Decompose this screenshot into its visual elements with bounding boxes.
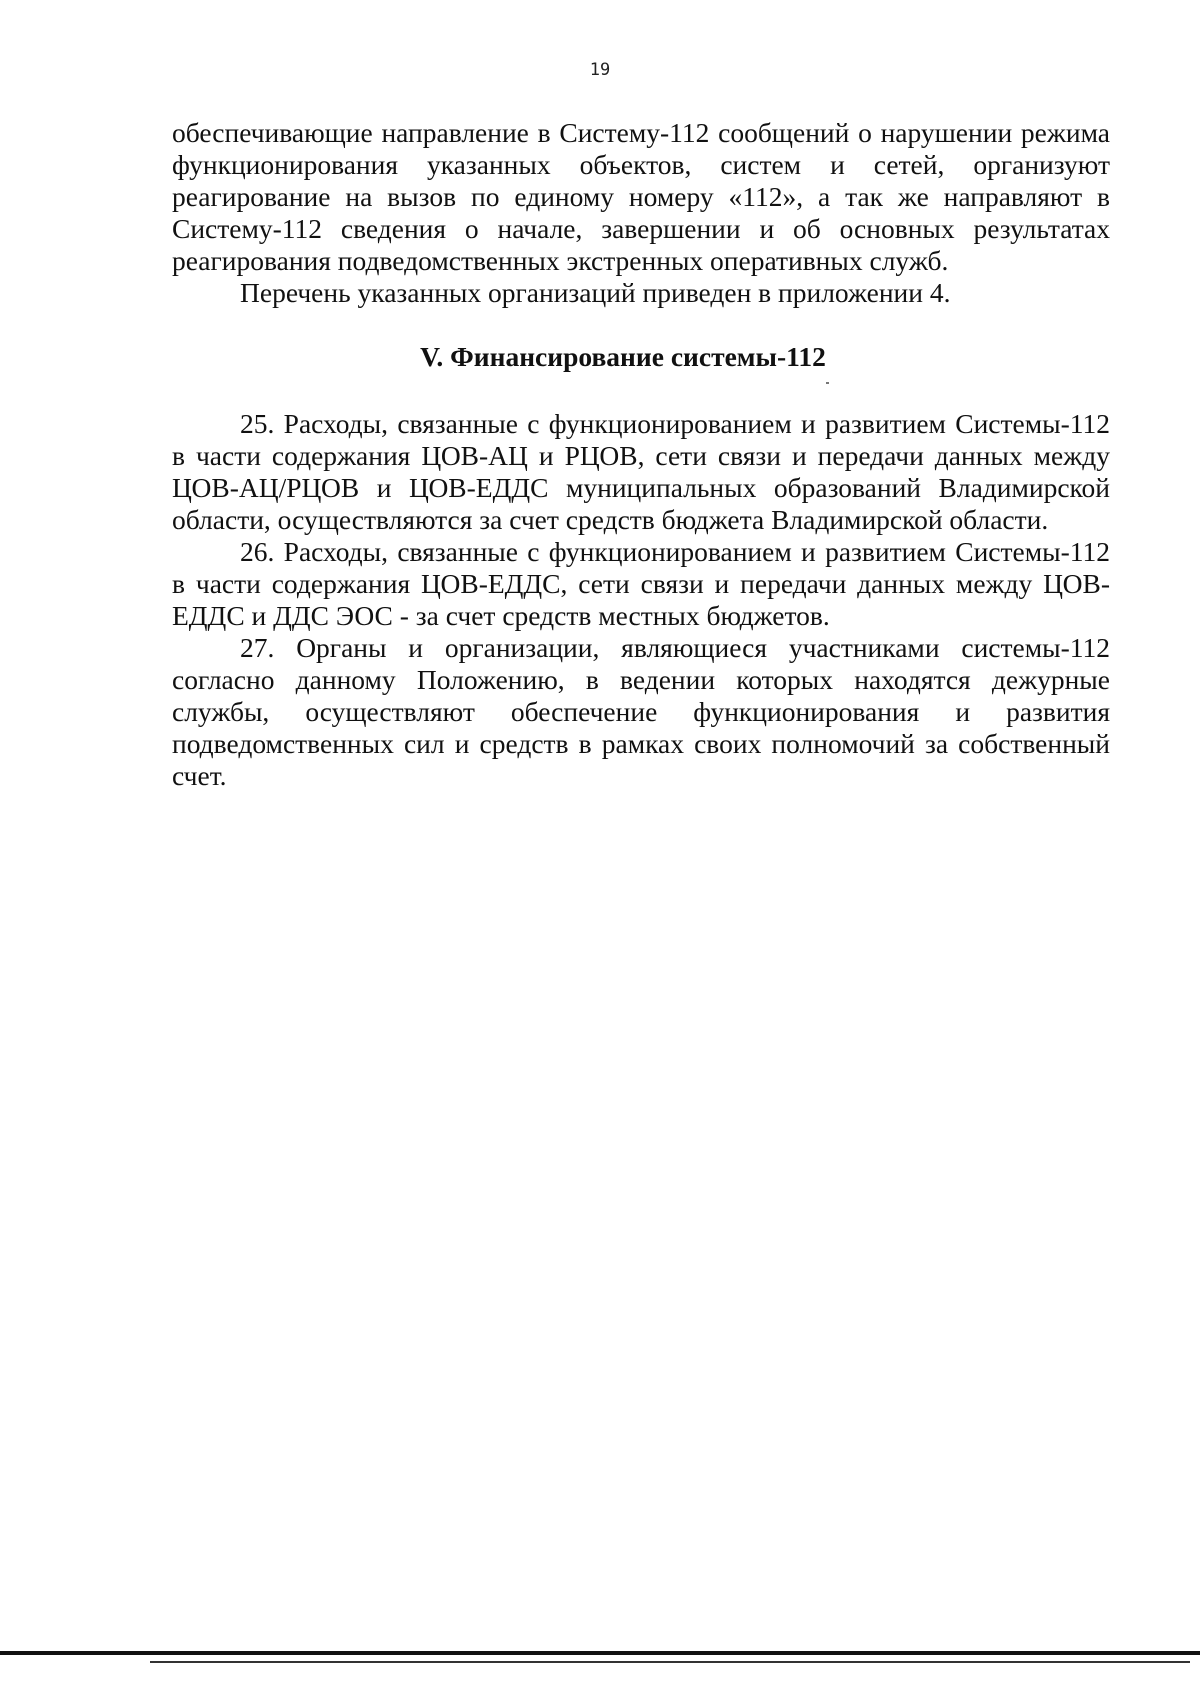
bottom-rule [0, 1651, 1200, 1655]
intro-paragraph: обеспечивающие направление в Систему-112 сообщений о нарушении режима функционирования указанных объектов, систем и сетей, организуют реагирование на вызов по единому номеру «112», а так же направляют в Систему-112 сведения о начале, завершении и об основных результатах реагирования подведомственных экстренных оперативных служб. [172, 117, 1110, 276]
section-heading: V. Финансирование системы-112 [420, 341, 826, 372]
page-number: 19 [589, 60, 611, 80]
paragraph-27: 27. Органы и организации, являющиеся участниками системы-112 согласно данному Положению, в ведении которых находятся дежурные службы, осуществляют обеспечение функционирования и развития подведомственных сил и средств в рамках своих полномочий за собственный счет. [172, 632, 1110, 791]
intro-list-reference: Перечень указанных организаций приведен в приложении 4. [240, 277, 951, 308]
section-body [172, 408, 1110, 792]
paragraph-25: 25. Расходы, связанные с функционированием и развитием Системы-112 в части содержания ЦОВ-АЦ и РЦОВ, сети связи и передачи данных между ЦОВ-АЦ/РЦОВ и ЦОВ-ЕДДС муниципальных образований Владимирской области, осуществляются за счет средств бюджета Владимирской области. [172, 408, 1110, 535]
paragraph-26: 26. Расходы, связанные с функционированием и развитием Системы-112 в части содержания ЦОВ-ЕДДС, сети связи и передачи данных между ЦОВ-ЕДДС и ДДС ЭОС - за счет средств местных бюджетов. [172, 536, 1110, 631]
scan-speck [826, 382, 829, 384]
intro-block [172, 117, 1110, 309]
bottom-rule-secondary [150, 1661, 1190, 1663]
